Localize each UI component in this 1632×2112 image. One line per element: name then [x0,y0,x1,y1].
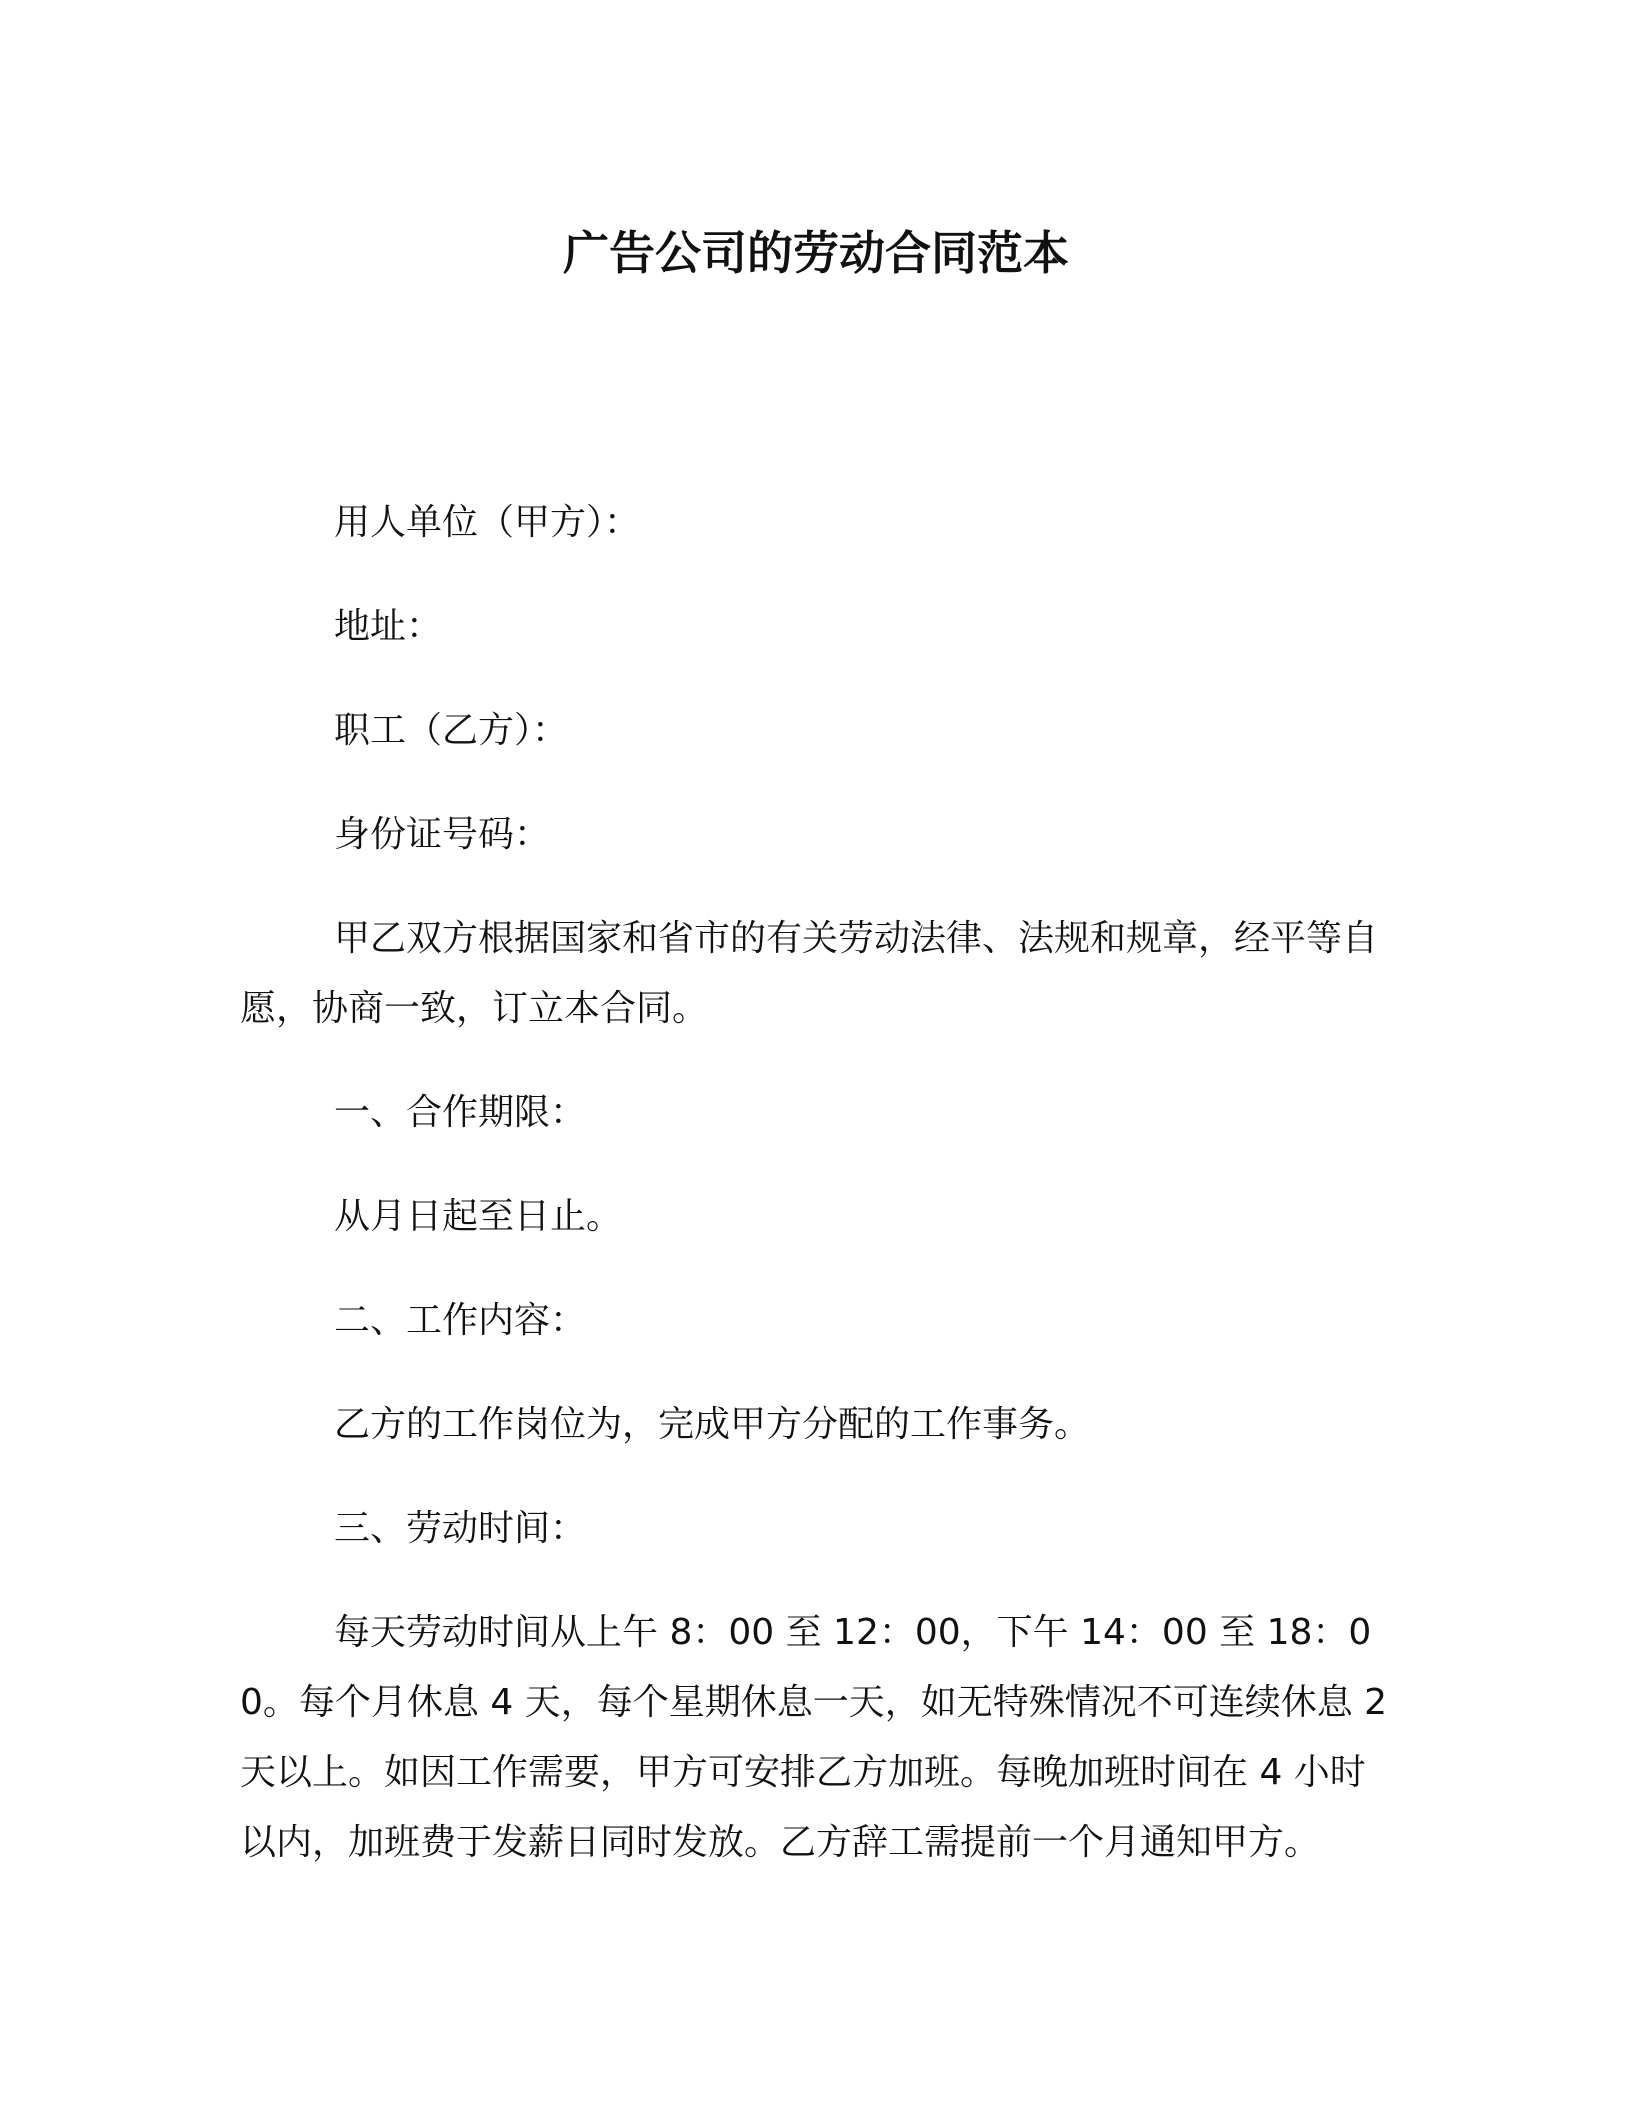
employer-field: 用人单位（甲方）： [334,502,641,543]
document-body [240,488,1400,1878]
working-hours-text: 每天劳动时间从上午 8：00 至 12：00，下午 14：00 至 18：00。每个月休息 4 天，每个星期休息一天，如无特殊情况不可连续休息 2 天以上。如因工作需要，甲方可安排乙方加班。每晚加班时间在 4 小时以内，加班费于发薪日同时发放。乙方辞工需提前一个月通知甲方。 [240,1612,1388,1863]
employee-field: 职工（乙方）： [334,710,569,751]
address-field: 地址： [334,606,443,647]
term-text: 从月日起至日止。 [334,1196,623,1237]
agreement-intro: 甲乙双方根据国家和省市的有关劳动法律、法规和规章，经平等自愿，协商一致，订立本合同。 [240,918,1379,1029]
document-title: 广告公司的劳动合同范本 [563,226,1069,280]
section-heading-work-content: 二、工作内容： [334,1300,587,1341]
section-heading-working-hours: 三、劳动时间： [334,1508,587,1549]
id-number-field: 身份证号码： [334,814,551,855]
section-heading-term: 一、合作期限： [334,1092,587,1133]
work-content-text: 乙方的工作岗位为，完成甲方分配的工作事务。 [334,1404,1091,1445]
